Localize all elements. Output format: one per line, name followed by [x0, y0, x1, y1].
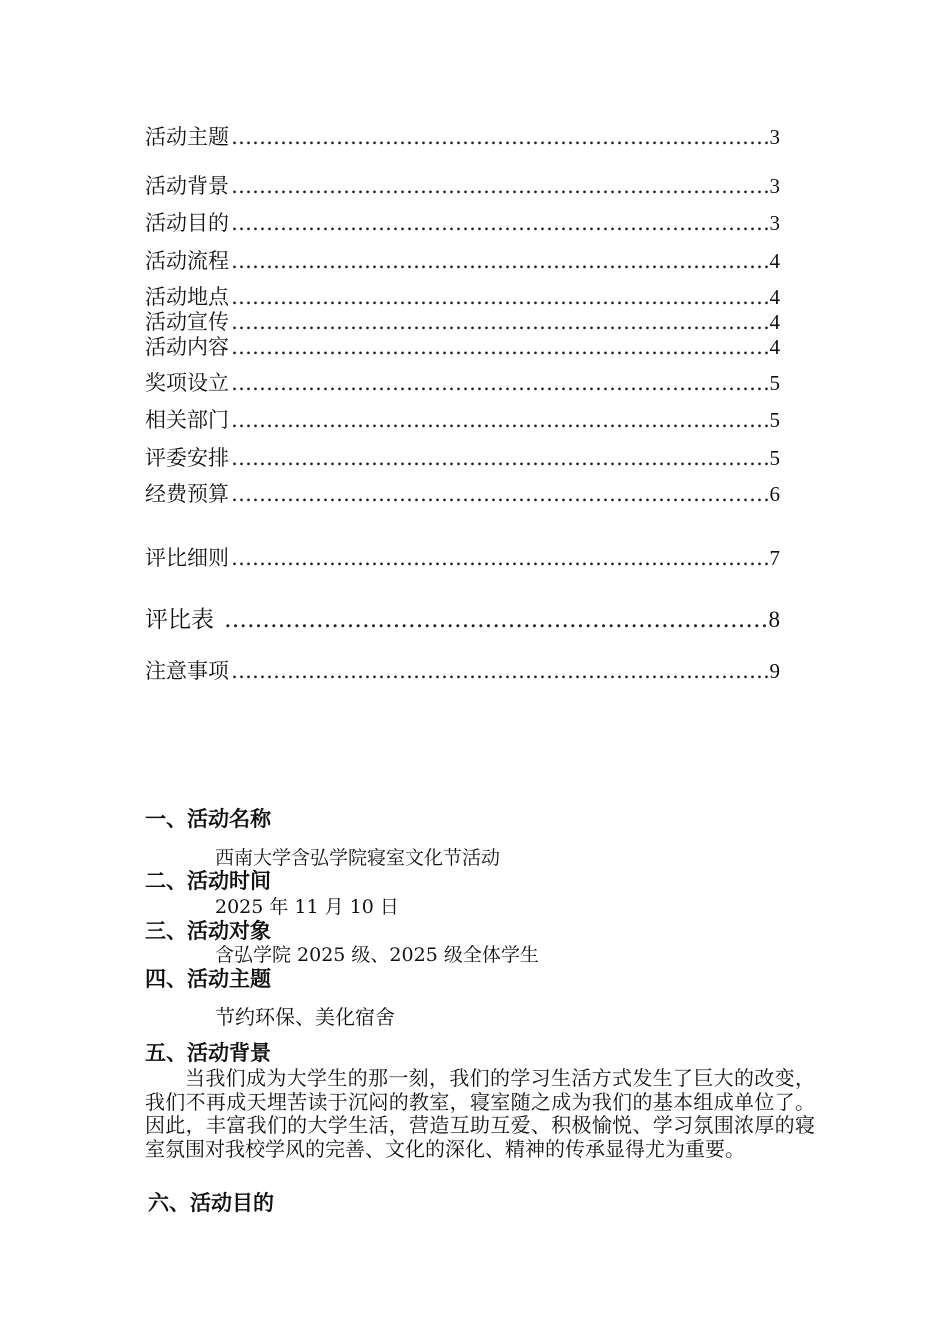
- toc-leader: [231, 125, 768, 149]
- toc-leader: [231, 408, 768, 432]
- toc-entry[interactable]: [145, 371, 780, 395]
- toc-entry[interactable]: [145, 482, 780, 506]
- toc-leader: [231, 446, 768, 470]
- toc-entry-title: 活动宣传: [145, 310, 229, 334]
- section-heading: 三、活动对象: [145, 919, 271, 943]
- toc-leader: [231, 546, 768, 570]
- section-heading: 五、活动背景: [145, 1041, 271, 1065]
- toc-entry-page: 8: [768, 607, 780, 632]
- toc-entry-title: 注意事项: [145, 659, 229, 683]
- toc-entry-title: 活动内容: [145, 335, 229, 359]
- toc-entry-page: 4: [769, 249, 780, 273]
- toc-entry-page: 5: [769, 446, 780, 470]
- toc-entry-title: 活动流程: [145, 249, 229, 273]
- toc-entry-page: 3: [769, 174, 780, 198]
- toc-leader: [231, 659, 768, 683]
- toc-entry[interactable]: [145, 335, 780, 359]
- toc-entry-page: 4: [769, 310, 780, 334]
- toc-leader: [224, 608, 767, 632]
- toc-entry[interactable]: [145, 125, 780, 149]
- toc-entry-title: 奖项设立: [145, 371, 229, 395]
- toc-leader: [231, 482, 768, 506]
- toc-entry-page: 3: [769, 125, 780, 149]
- toc-entry[interactable]: [145, 408, 780, 432]
- toc-leader: [231, 285, 768, 309]
- toc-leader: [231, 174, 768, 198]
- section-heading: 六、活动目的: [148, 1191, 274, 1215]
- section-heading: 四、活动主题: [145, 967, 271, 991]
- toc-entry[interactable]: [145, 546, 780, 570]
- toc-entry-page: 5: [769, 371, 780, 395]
- toc-entry-title: 评比表: [145, 607, 214, 633]
- toc-entry[interactable]: [145, 249, 780, 273]
- toc-entry-page: 3: [769, 211, 780, 235]
- toc-entry-title: 活动主题: [145, 125, 229, 149]
- section-heading: 一、活动名称: [145, 807, 271, 831]
- toc-entry-page: 7: [769, 546, 780, 570]
- toc-entry-page: 6: [769, 482, 780, 506]
- toc-entry-title: 相关部门: [145, 408, 229, 432]
- toc-entry-title: 活动背景: [145, 174, 229, 198]
- toc-entry-title: 经费预算: [145, 482, 229, 506]
- toc-entry[interactable]: [145, 446, 780, 470]
- section-text: 节约环保、美化宿舍: [215, 1005, 395, 1029]
- toc-leader: [231, 310, 768, 334]
- section-paragraph: 当我们成为大学生的那一刻，我们的学习生活方式发生了巨大的改变，我们不再成天埋苦读于沉闷的教室，寝室随之成为我们的基本组成单位了。因此，丰富我们的大学生活，营造互助互爱、积极愉悦、学习氛围浓厚的寝室氛围对我校学风的完善、文化的深化、精神的传承显得尤为重要。: [145, 1066, 815, 1161]
- toc-leader: [231, 211, 768, 235]
- section-text: 2025 年 11 月 10 日: [215, 896, 399, 918]
- toc-entry-page: 4: [769, 285, 780, 309]
- section-heading: 二、活动时间: [145, 869, 271, 893]
- toc-entry[interactable]: [145, 310, 780, 334]
- section-text: 含弘学院 2025 级、2025 级全体学生: [215, 944, 539, 966]
- toc-entry-page: 4: [769, 335, 780, 359]
- toc-leader: [231, 371, 768, 395]
- toc-entry[interactable]: [145, 285, 780, 309]
- toc-entry-page: 9: [769, 659, 780, 683]
- toc-entry[interactable]: [145, 608, 780, 632]
- toc-entry[interactable]: [145, 211, 780, 235]
- toc-entry-title: 活动目的: [145, 211, 229, 235]
- toc-entry-title: 活动地点: [145, 285, 229, 309]
- toc-entry-title: 评委安排: [145, 446, 229, 470]
- toc-entry-title: 评比细则: [145, 546, 229, 570]
- section-text: 西南大学含弘学院寝室文化节活动: [215, 847, 501, 869]
- toc-entry-page: 5: [769, 408, 780, 432]
- toc-entry[interactable]: [145, 174, 780, 198]
- toc-leader: [231, 335, 768, 359]
- toc-entry[interactable]: [145, 659, 780, 683]
- toc-leader: [231, 249, 768, 273]
